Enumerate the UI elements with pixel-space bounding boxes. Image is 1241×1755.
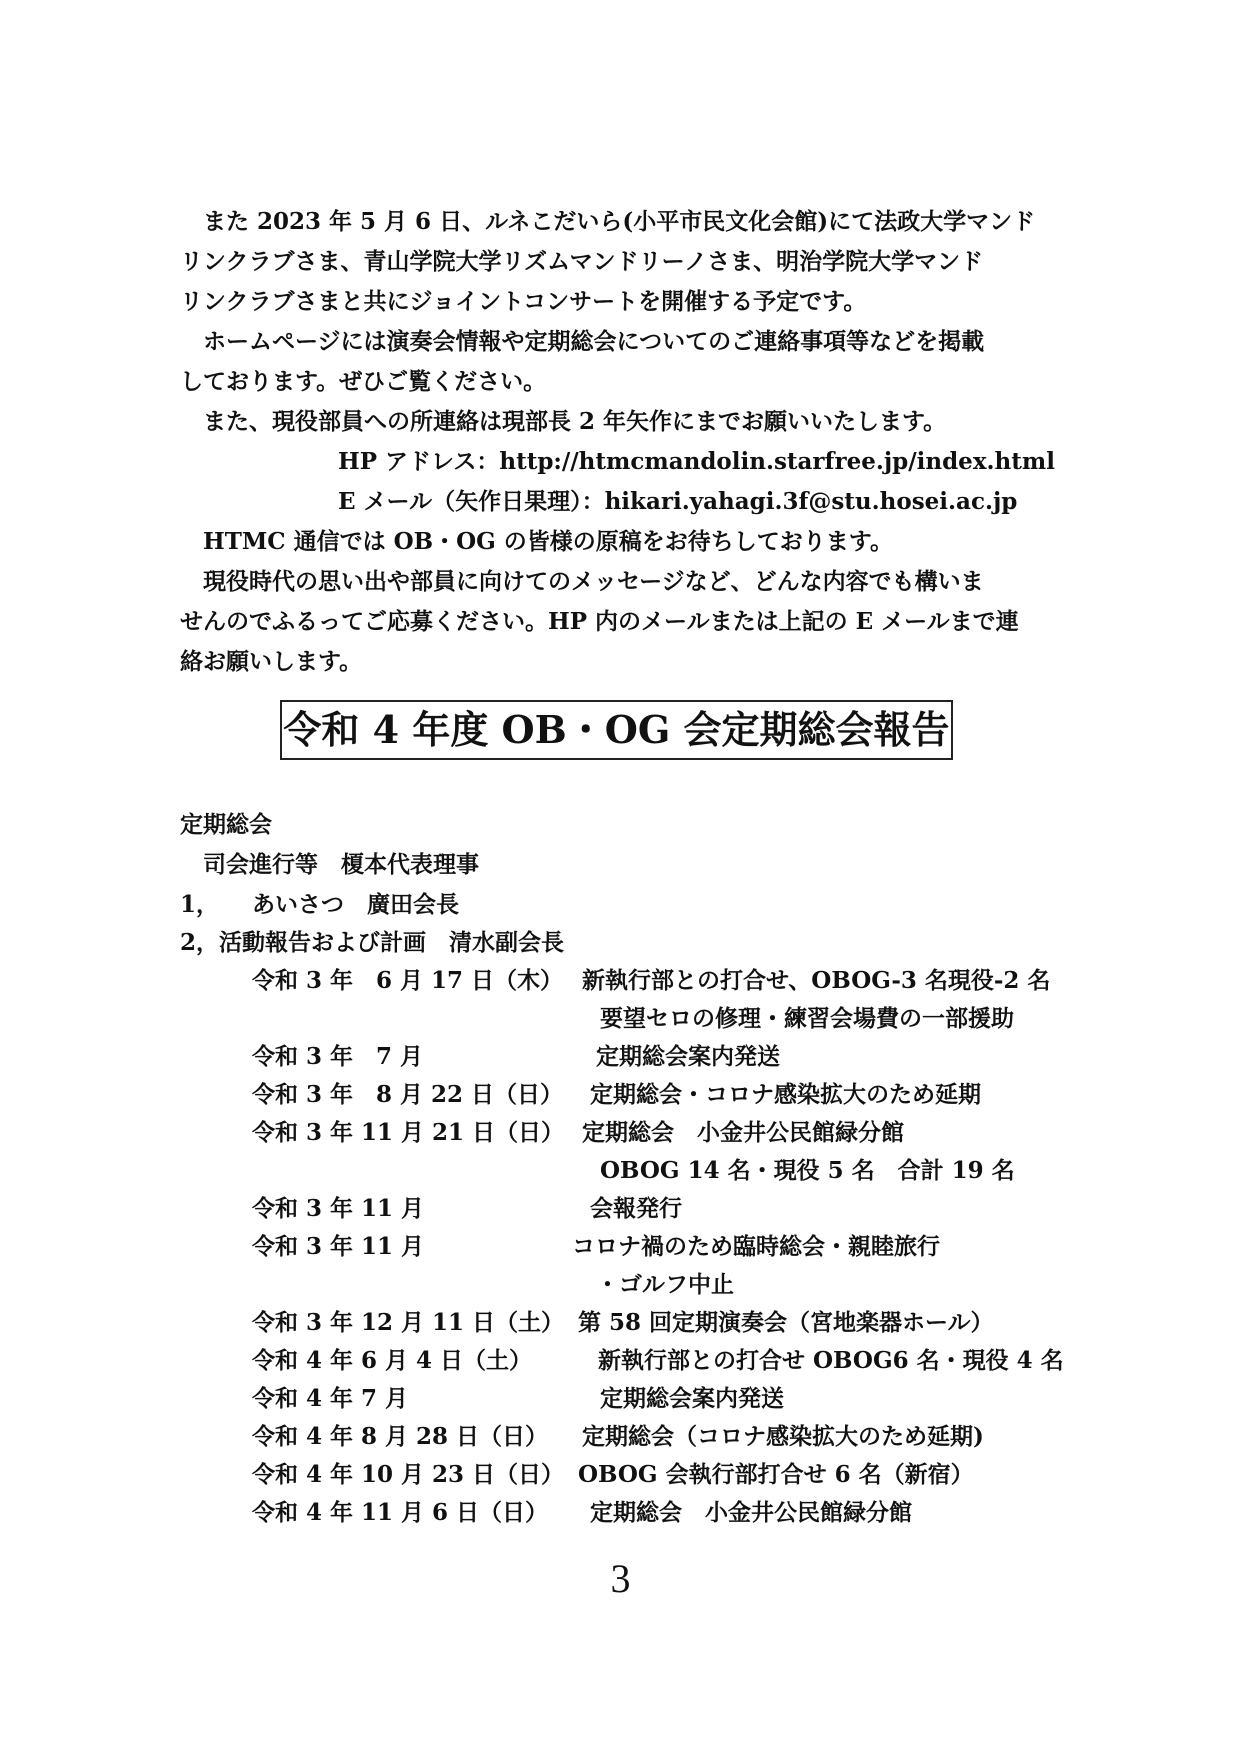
schedule-date: 令和 3 年 6 月 17 日（木） <box>252 967 564 994</box>
section-heading: 定期総会 <box>180 811 272 838</box>
schedule-event: 新執行部との打合せ OBOG6 名・現役 4 名 <box>598 1347 1064 1374</box>
intro-line: しております。ぜひご覧ください。 <box>180 368 547 395</box>
intro-line: ホームページには演奏会情報や定期総会についてのご連絡事項等などを掲載 <box>180 328 985 355</box>
intro-line: また、現役部員への所連絡は現部長 2 年矢作にまでお願いいたします。 <box>180 408 947 435</box>
schedule-event: 要望セロの修理・練習会場費の一部援助 <box>600 1005 1014 1032</box>
page-number: 3 <box>610 1556 631 1601</box>
item-number: 1， <box>180 891 220 918</box>
schedule-event: 定期総会案内発送 <box>600 1385 784 1412</box>
schedule-date: 令和 4 年 7 月 <box>252 1385 409 1412</box>
schedule-date: 令和 4 年 6 月 4 日（土） <box>252 1347 533 1374</box>
schedule-event: 定期総会 小金井公民館緑分館 <box>582 1119 904 1146</box>
schedule-event: 定期総会（コロナ感染拡大のため延期) <box>582 1423 984 1450</box>
schedule-date: 令和 3 年 12 月 11 日（土） <box>252 1309 565 1336</box>
item-activity-report: 2，活動報告および計画 清水副会長 <box>180 929 565 956</box>
schedule-date: 令和 4 年 8 月 28 日（日） <box>252 1423 549 1450</box>
schedule-date: 令和 4 年 10 月 23 日（日） <box>252 1461 565 1488</box>
schedule-event: ・ゴルフ中止 <box>596 1271 734 1298</box>
intro-line: 現役時代の思い出や部員に向けてのメッセージなど、どんな内容でも構いま <box>180 568 984 595</box>
moderator-line: 司会進行等 榎本代表理事 <box>180 851 479 878</box>
schedule-date: 令和 3 年 11 月 <box>252 1233 425 1260</box>
intro-line: 絡お願いします。 <box>180 648 363 675</box>
intro-line: せんのでふるってご応募ください。HP 内のメールまたは上記の E メールまで連 <box>180 608 1019 635</box>
intro-line: HTMC 通信では OB・OG の皆様の原稿をお待ちしております。 <box>180 528 893 555</box>
schedule-date: 令和 3 年 11 月 <box>252 1195 425 1222</box>
schedule-date: 令和 3 年 8 月 22 日（日） <box>252 1081 564 1108</box>
schedule-event: 定期総会・コロナ感染拡大のため延期 <box>590 1081 981 1108</box>
email-address: E メール（矢作日果理）：hikari.yahagi.3f@stu.hosei.ac.jp <box>338 488 1018 515</box>
schedule-date: 令和 3 年 11 月 21 日（日） <box>252 1119 565 1146</box>
intro-line: リンクラブさま、青山学院大学リズムマンドリーノさま、明治学院大学マンド <box>180 248 984 275</box>
schedule-date: 令和 3 年 7 月 <box>252 1043 424 1070</box>
schedule-date: 令和 4 年 11 月 6 日（日） <box>252 1499 549 1526</box>
schedule-event: 第 58 回定期演奏会（宮地楽器ホール） <box>578 1309 994 1336</box>
schedule-event: OBOG 14 名・現役 5 名 合計 19 名 <box>600 1157 1015 1184</box>
report-title: 令和 4 年度 OB・OG 会定期総会報告 <box>280 700 953 760</box>
homepage-address: HP アドレス：http://htmcmandolin.starfree.jp/index.html <box>338 448 1055 475</box>
schedule-event: 定期総会案内発送 <box>596 1043 780 1070</box>
schedule-event: コロナ禍のため臨時総会・親睦旅行 <box>572 1233 940 1260</box>
schedule-event: 会報発行 <box>590 1195 682 1222</box>
intro-line: リンクラブさまと共にジョイントコンサートを開催する予定です。 <box>180 288 867 315</box>
item-greeting: あいさつ 廣田会長 <box>252 891 459 918</box>
schedule-event: 新執行部との打合せ、OBOG-3 名現役-2 名 <box>582 967 1051 994</box>
intro-line: また 2023 年 5 月 6 日、ルネこだいら(小平市民文化会館)にて法政大学マンド <box>180 208 1036 235</box>
schedule-event: 定期総会 小金井公民館緑分館 <box>590 1499 912 1526</box>
schedule-event: OBOG 会執行部打合せ 6 名（新宿） <box>578 1461 974 1488</box>
